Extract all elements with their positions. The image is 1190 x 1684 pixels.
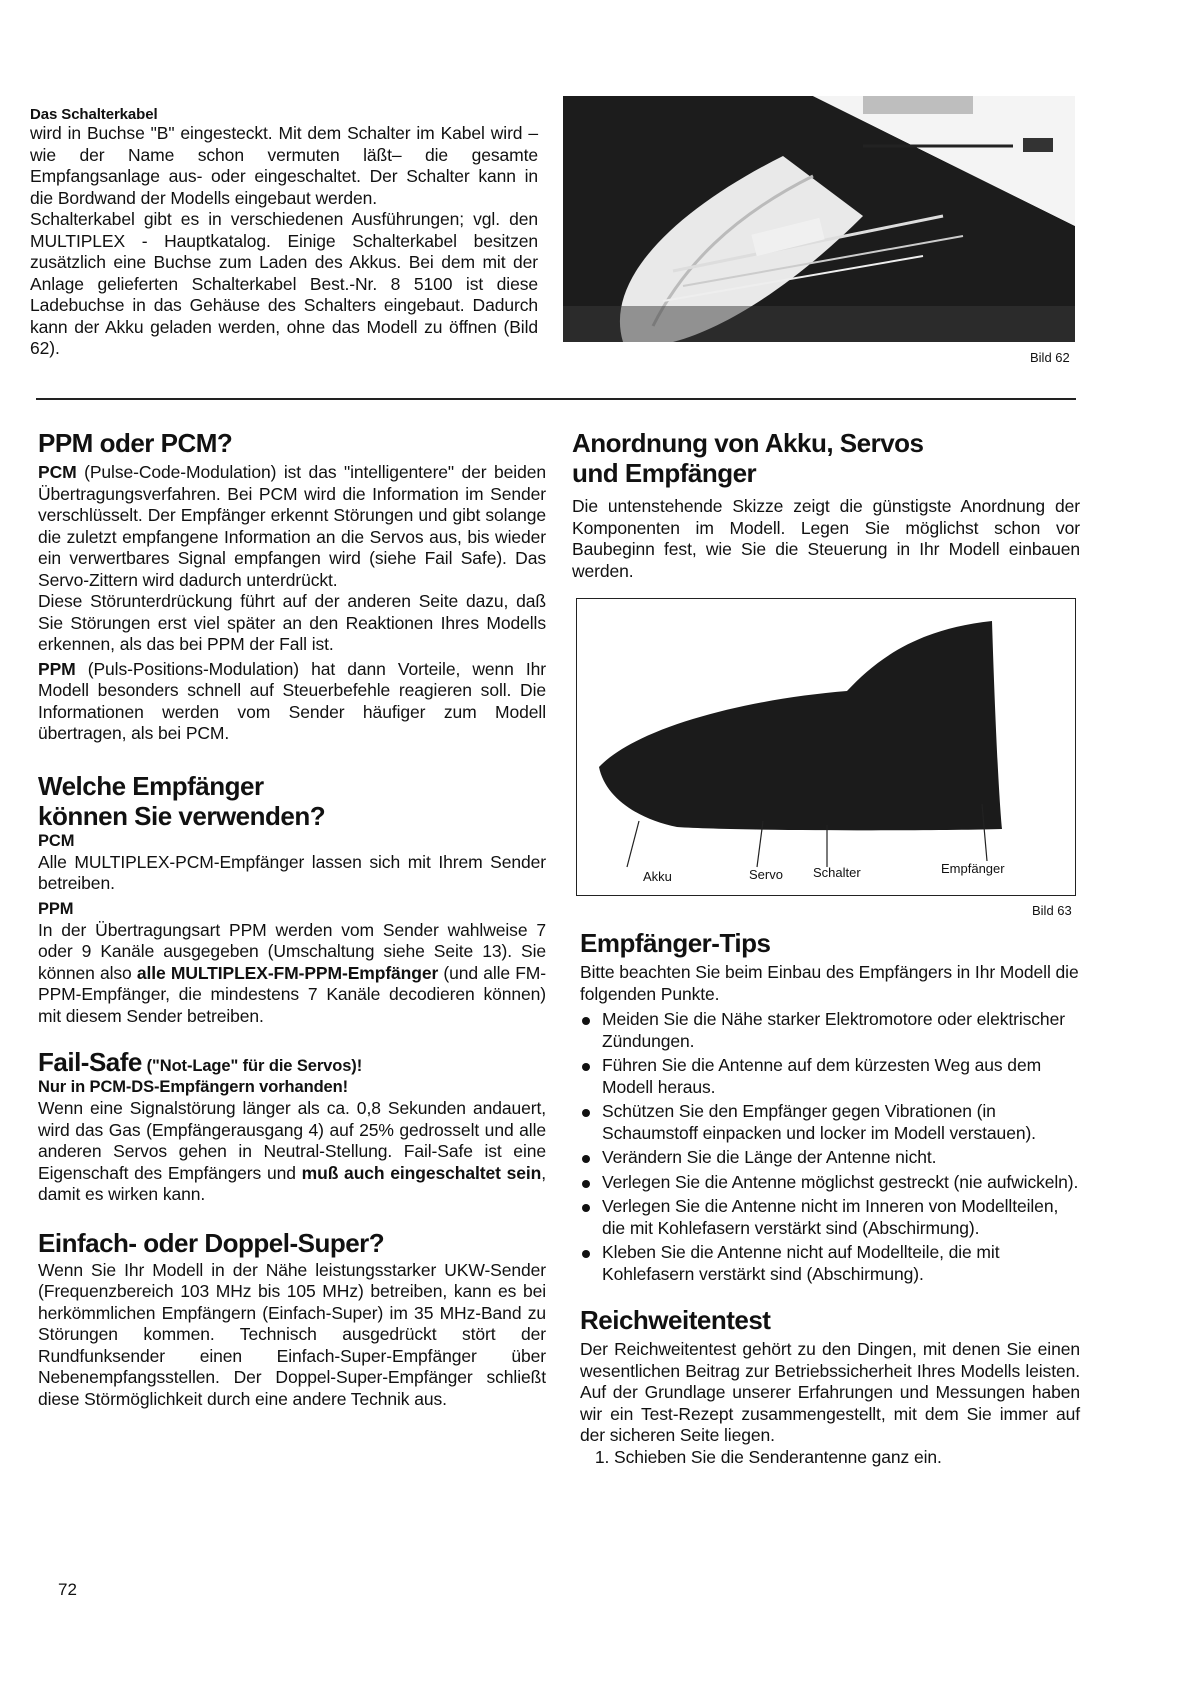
bullet-icon: [582, 1109, 590, 1117]
tip-item: [580, 1196, 1080, 1239]
ppm-pcm-ppm-para: [38, 659, 546, 745]
welche-ppm-text-b: (und alle FM-PPM-Empfänger, die mindestens 7 Kanäle decodieren können) mit diesem Sender betreiben.: [38, 962, 547, 1026]
tip-item: [580, 1172, 1080, 1194]
bullet-icon: [582, 1155, 590, 1163]
schalterkabel-para1: wird in Buchse "B" eingesteckt. Mit dem Schalter im Kabel wird –wie der Name schon vermuten läßt– die gesamte Empfangsanlage aus- oder eingeschaltet. Der Schalter kann in die Bordwand der Modells eingebaut werden.: [30, 123, 538, 208]
anordnung-heading-line1: Anordnung von Akku, Servos: [572, 428, 924, 458]
welche-heading-line1: Welche Empfänger: [38, 770, 264, 801]
tips-heading: Empfänger-Tips: [580, 928, 771, 958]
bullet-icon: [582, 1063, 590, 1071]
model-fuselage-sketch: [577, 599, 1074, 894]
tip-item: [580, 1242, 1080, 1285]
einfach-heading: Einfach- oder Doppel-Super?: [38, 1227, 385, 1258]
label-servo: Servo: [749, 867, 783, 882]
tip-item: [580, 1147, 1080, 1169]
pcm-label: PCM: [38, 462, 77, 482]
label-akku: Akku: [643, 869, 672, 884]
tip-text: Führen Sie die Antenne auf dem kürzesten Weg aus dem Modell heraus.: [602, 1055, 1042, 1097]
pcm-text: (Pulse-Code-Modulation) ist das "intelligentere" der beiden Übertragungsverfahren. Bei PCM wird die Information im Sender verschlüsselt. Der Empfänger erkennt Störungen und gibt solange die zuletzt empfangene Information an die Servos aus, bis wieder ein verwertbares Signal empfangen wird (siehe Fail Safe). Das Servo-Zittern wird dadurch unterdrückt.: [38, 462, 546, 590]
label-empfaenger: Empfänger: [941, 861, 1005, 876]
bullet-icon: [582, 1250, 590, 1258]
ppm-pcm-heading: PPM oder PCM?: [38, 428, 233, 458]
ppm-text: (Puls-Positions-Modulation) hat dann Vorteile, wenn Ihr Modell besonders schnell auf Steuerbefehle reagieren soll. Die Informationen werden vom Sender häufiger zum Modell übertragen, als bei PCM.: [38, 658, 546, 743]
label-schalter: Schalter: [813, 865, 861, 880]
photo-bild-62: [563, 96, 1075, 342]
tip-text: Kleben Sie die Antenne nicht auf Modellteile, die mit Kohlefasern verstärkt sind (Abschirmung).: [602, 1242, 1000, 1284]
tip-text: Verlegen Sie die Antenne möglichst gestreckt (nie aufwickeln).: [602, 1171, 1079, 1192]
failsafe-subheading: Nur in PCM-DS-Empfängern vorhanden!: [38, 1078, 349, 1096]
pcm-text-2: Diese Störunterdrückung führt auf der anderen Seite dazu, daß Sie Störungen erst viel später an den Reaktionen Ihres Modells erkennen, als das bei PPM der Fall ist.: [38, 591, 546, 654]
reichweite-step: 1. Schieben Sie die Senderantenne ganz ein.: [614, 1447, 1080, 1469]
tip-text: Meiden Sie die Nähe starker Elektromotore oder elektrischer Zündungen.: [602, 1009, 1065, 1051]
welche-ppm-label: PPM: [38, 899, 74, 918]
tip-item: [580, 1055, 1080, 1098]
tip-text: Verändern Sie die Länge der Antenne nicht.: [602, 1147, 937, 1167]
failsafe-heading-extra: ("Not-Lage" für die Servos)!: [146, 1057, 363, 1075]
tips-list: [580, 1009, 1080, 1285]
tip-text: Schützen Sie den Empfänger gegen Vibrationen (in Schaumstoff einpacken und locker im Modell verstauen).: [602, 1101, 1036, 1143]
left-column: [38, 428, 546, 1410]
anordnung-text: Die untenstehende Skizze zeigt die günstigste Anordnung der Komponenten im Modell. Legen Sie möglichst schon vor Baubeginn fest, wie Sie die Steuerung in Ihr Modell einbauen werden.: [572, 496, 1080, 581]
schalterkabel-heading: Das Schalterkabel: [30, 106, 158, 123]
ppm-label: PPM: [38, 658, 76, 679]
anordnung-section: [572, 428, 1080, 582]
bullet-icon: [582, 1017, 590, 1025]
schalterkabel-section: [30, 106, 538, 360]
tips-intro: Bitte beachten Sie beim Einbau des Empfängers in Ihr Modell die folgenden Punkte.: [580, 962, 1079, 1004]
welche-ppm-bold: alle MULTIPLEX-FM-PPM-Empfänger: [136, 962, 439, 983]
diagram-bild-63: [576, 598, 1076, 896]
photo-caption: Bild 62: [1030, 350, 1070, 365]
reichweite-heading: Reichweitentest: [580, 1305, 771, 1335]
failsafe-para: [38, 1098, 546, 1206]
failsafe-text-a: Wenn eine Signalstörung länger als ca. 0,8 Sekunden andauert, wird das Gas (Empfängerausgang 4) auf 25% gedrosselt und alle anderen Servos gehen in Neutral-Stellung. Fail-Safe ist eine Eigenschaft des Empfängers und: [38, 1098, 546, 1183]
welche-ppm-text-a: In der Übertragungsart PPM werden vom Sender wahlweise 7 oder 9 Kanäle ausgegeben (Umschaltung siehe Seite 13). Sie können also: [38, 919, 546, 983]
reichweite-steps: [580, 1447, 1080, 1469]
tip-item: [580, 1101, 1080, 1144]
einfach-text: Wenn Sie Ihr Modell in der Nähe leistungsstarker UKW-Sender (Frequenzbereich 103 MHz bis 105 MHz) betreiben, kann es bei herkömmlichen Empfängern (Einfach-Super) im 35 MHz-Band zu Störungen kommen. Technisch ausgedrückt stört der Rundfunksender einen Einfach-Super-Empfänger über Nebenempfangsstellen. Der Doppel-Super-Empfänger schließt diese Störmöglichkeit durch eine andere Technik aus.: [38, 1259, 546, 1409]
failsafe-text-b: , damit es wirken kann.: [38, 1162, 546, 1204]
bullet-icon: [582, 1180, 590, 1188]
reichweite-text: Der Reichweitentest gehört zu den Dingen, mit denen Sie einen wesentlichen Beitrag zur Betriebssicherheit Ihres Modells leisten. Auf der Grundlage unserer Erfahrungen und Messungen haben wir ein Test-Rezept zusammengestellt, mit dem Sie immer auf der sicheren Seite liegen.: [580, 1339, 1080, 1445]
section-divider: [36, 398, 1076, 400]
tip-item: [580, 1009, 1080, 1052]
failsafe-bold: muß auch eingeschaltet sein: [301, 1162, 542, 1183]
welche-ppm-para: [38, 920, 546, 1028]
bullet-icon: [582, 1204, 590, 1212]
ppm-pcm-pcm-para: [38, 462, 546, 591]
tip-text: Verlegen Sie die Antenne nicht im Inneren von Modellteilen, die mit Kohlefasern verstärkt sind (Abschirmung).: [602, 1196, 1059, 1238]
page-number: 72: [58, 1580, 77, 1599]
diagram-caption: Bild 63: [1032, 903, 1072, 918]
leader-akku: [627, 821, 639, 867]
welche-pcm-label: PCM: [38, 831, 75, 850]
welche-heading-line2: können Sie verwenden?: [38, 800, 326, 831]
schalterkabel-para2: Schalterkabel gibt es in verschiedenen Ausführungen; vgl. den MULTIPLEX - Hauptkatalog. Einige Schalterkabel besitzen zusätzlich eine Buchse zum Laden des Akkus. Bei dem mit der Anlage gelieferten Schalterkabel Best.-Nr. 8 5100 ist diese Ladebuchse in das Gehäuse des Schalters eingebaut. Dadurch kann der Akku geladen werden, ohne das Modell zu öffnen (Bild 62).: [30, 209, 538, 358]
failsafe-heading: [38, 1047, 546, 1077]
failsafe-heading-main: Fail-Safe: [38, 1047, 142, 1077]
anordnung-heading-line2: und Empfänger: [572, 458, 757, 488]
tips-section: [580, 928, 1080, 1468]
switch-photo-illustration: [563, 96, 1075, 342]
welche-pcm-text: Alle MULTIPLEX-PCM-Empfänger lassen sich mit Ihrem Sender betreiben.: [38, 851, 546, 893]
